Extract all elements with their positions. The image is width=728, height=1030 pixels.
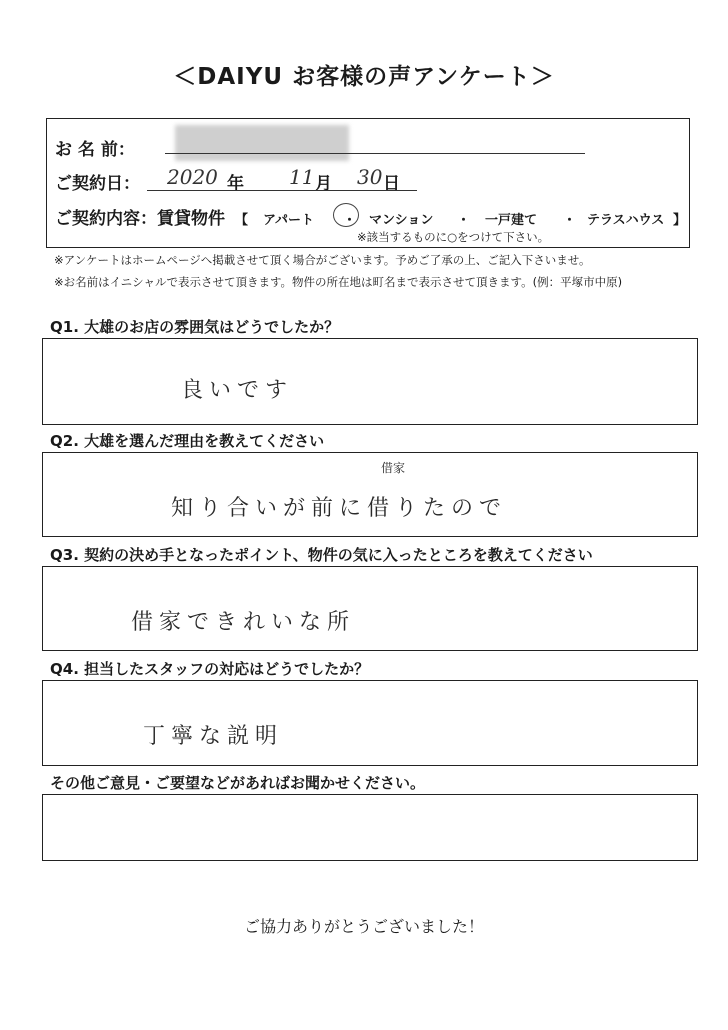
date-underline — [147, 190, 417, 191]
day-unit: 日 — [383, 174, 400, 194]
bracket-open: 【 — [235, 213, 249, 228]
question-1-label: Q1. 大雄のお店の雰囲気はどうでしたか？ — [50, 318, 340, 336]
year-unit: 年 — [227, 174, 244, 194]
name-label: お 名 前： — [55, 140, 135, 160]
contract-label: ご契約内容：賃貸物件 — [55, 209, 225, 229]
month-value: 11 — [289, 165, 315, 189]
option-mansion: マンション — [369, 213, 434, 228]
option-apartment: アパート — [263, 213, 314, 228]
question-2-annotation: 借家 — [381, 461, 406, 475]
question-3-label: Q3. 契約の決め手となったポイント、物件の気に入ったところを教えてください — [50, 546, 593, 564]
redacted-name — [175, 125, 349, 161]
other-comments-box — [42, 794, 698, 861]
name-underline — [165, 153, 585, 154]
bracket-close: 】 — [673, 213, 687, 228]
question-4-answer-box — [42, 680, 698, 766]
customer-info-box — [46, 118, 690, 248]
disclaimer-note-1: ※アンケートはホームページへ掲載させて頂く場合がございます。予めご了承の上、ご記入下さいませ。 — [54, 253, 591, 267]
question-1-answer-box — [42, 338, 698, 425]
option-detached-house: 一戸建て — [485, 213, 538, 228]
thank-you-message: ご協力ありがとうございました！ — [243, 917, 484, 936]
circle-instruction: ※該当するものに○をつけて下さい。 — [357, 230, 550, 244]
survey-title: ＜DAIYU お客様の声アンケート＞ — [173, 64, 555, 90]
month-unit: 月 — [315, 174, 332, 194]
option-separator: ・ — [343, 213, 357, 228]
question-3-answer: 借家できれいな所 — [131, 610, 356, 635]
selected-option-circle — [333, 203, 359, 227]
disclaimer-note-2: ※お名前はイニシャルで表示させて頂きます。物件の所在地は町名まで表示させて頂きます。(例：平塚市中原) — [54, 275, 623, 289]
question-2-answer-box — [42, 452, 698, 537]
year-value: 2020 — [167, 165, 218, 189]
name-row — [55, 135, 135, 160]
question-1-answer: 良いです — [181, 378, 294, 403]
question-2-label: Q2. 大雄を選んだ理由を教えてください — [50, 432, 325, 450]
question-4-label: Q4. 担当したスタッフの対応はどうでしたか？ — [50, 660, 370, 678]
day-value: 30 — [357, 165, 383, 189]
date-row — [55, 169, 140, 194]
option-terrace-house: テラスハウス — [587, 213, 665, 228]
question-3-answer-box — [42, 566, 698, 651]
question-2-answer: 知り合いが前に借りたので — [171, 496, 508, 521]
other-comments-label: その他ご意見・ご要望などがあればお聞かせください。 — [50, 774, 426, 792]
question-4-answer: 丁寧な説明 — [143, 724, 284, 749]
option-separator: ・ — [563, 213, 577, 228]
date-label: ご契約日： — [55, 174, 140, 194]
contract-row — [55, 204, 225, 229]
option-separator: ・ — [457, 213, 471, 228]
